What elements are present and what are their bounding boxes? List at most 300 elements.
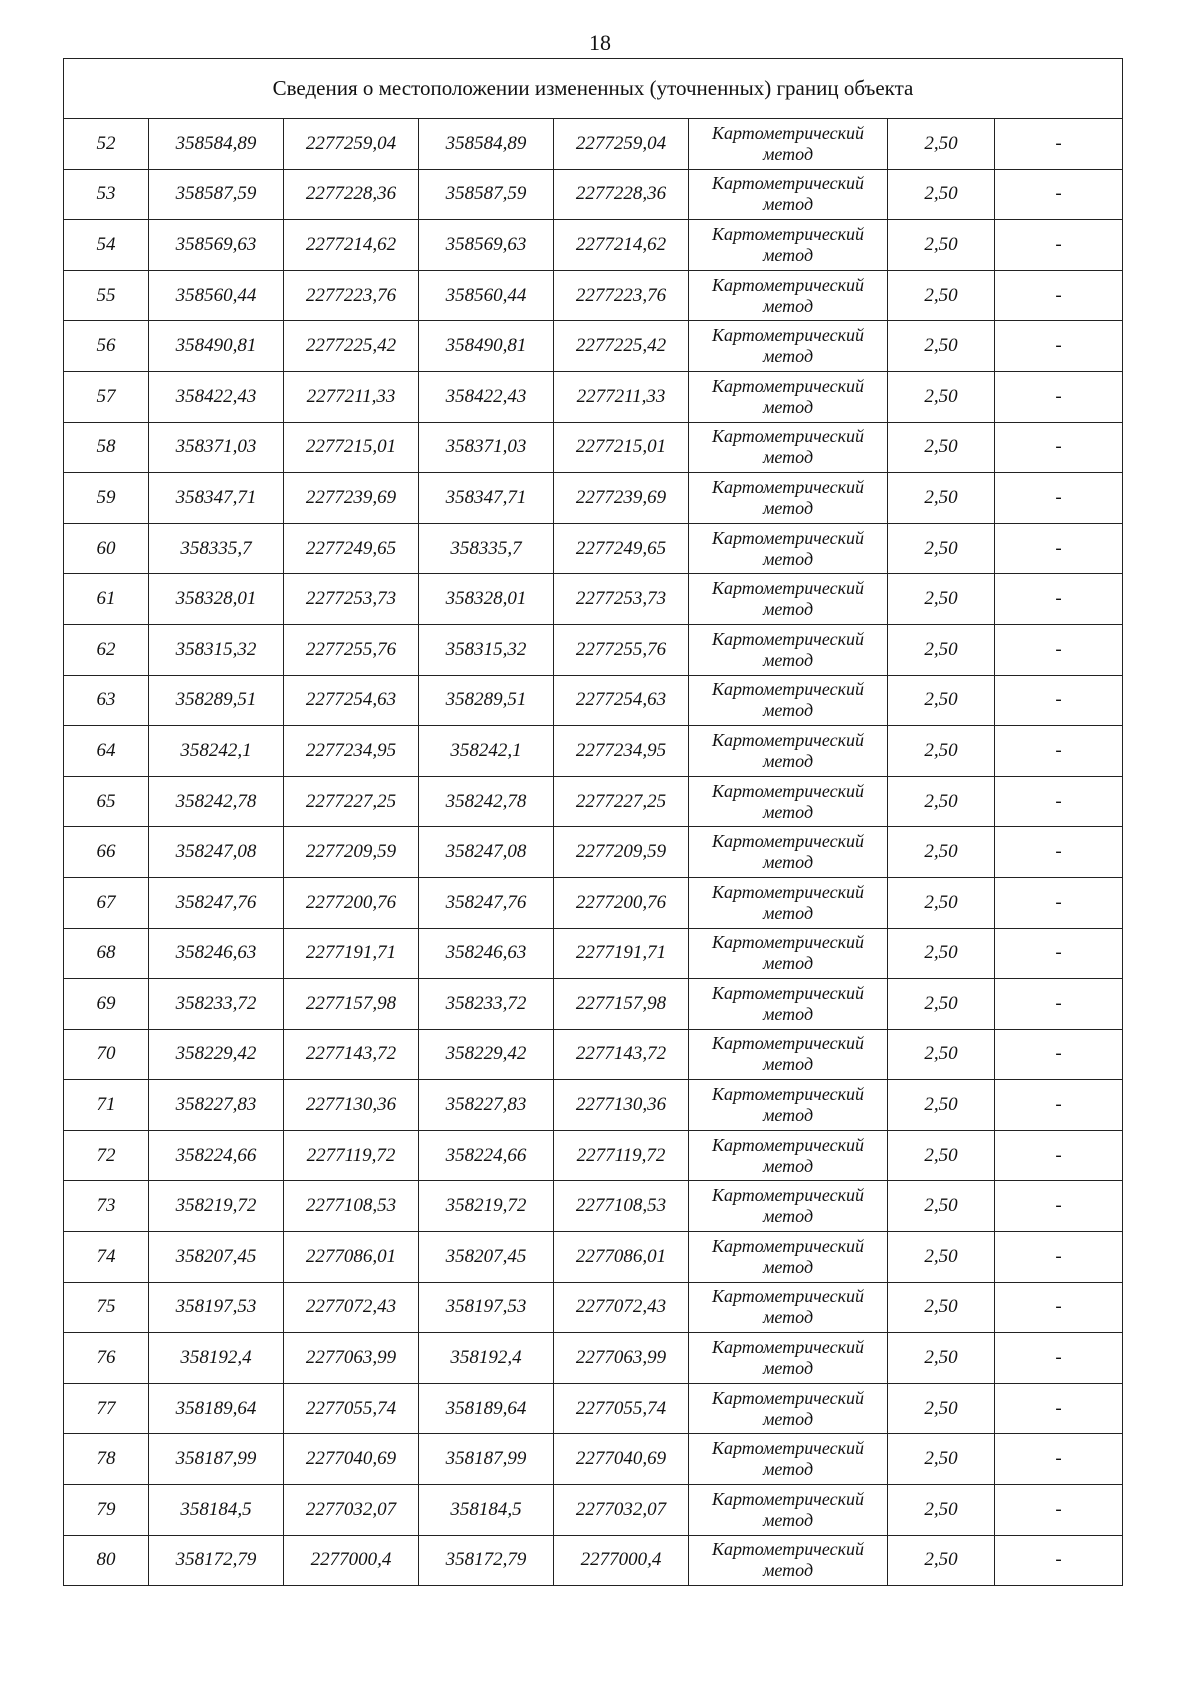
table-row [64,574,1123,625]
point-number-cell: 69 [64,979,149,1030]
note-cell: - [995,422,1123,473]
existing-x-cell: 358328,01 [149,574,284,625]
refined-x-cell: 358227,83 [419,1080,554,1131]
page-number: 18 [589,30,611,55]
note-cell: - [995,979,1123,1030]
method-line-2: метод [762,396,814,417]
existing-y-cell: 2277227,25 [284,776,419,827]
point-number-cell: 67 [64,877,149,928]
method-line-2: метод [762,295,814,316]
method-line-2: метод [762,1054,814,1075]
refined-y-cell: 2277063,99 [554,1333,689,1384]
point-number-cell: 76 [64,1333,149,1384]
note-cell: - [995,270,1123,321]
method-line-2: метод [762,700,814,721]
method-cell [689,1282,888,1333]
refined-y-cell: 2277191,71 [554,928,689,979]
point-number-cell: 66 [64,827,149,878]
existing-y-cell: 2277130,36 [284,1080,419,1131]
method-line-2: метод [762,1105,814,1126]
refined-y-cell: 2277000,4 [554,1535,689,1586]
table-row [64,624,1123,675]
existing-x-cell: 358587,59 [149,169,284,220]
existing-y-cell: 2277000,4 [284,1535,419,1586]
refined-x-cell: 358197,53 [419,1282,554,1333]
method-cell [689,321,888,372]
refined-y-cell: 2277223,76 [554,270,689,321]
refined-x-cell: 358490,81 [419,321,554,372]
existing-x-cell: 358172,79 [149,1535,284,1586]
table-row [64,169,1123,220]
point-number-cell: 60 [64,523,149,574]
note-cell: - [995,1535,1123,1586]
method-cell [689,1130,888,1181]
method-line-1: Картометрический [711,274,864,295]
note-cell: - [995,827,1123,878]
table-row [64,675,1123,726]
point-number-cell: 65 [64,776,149,827]
point-number-cell: 71 [64,1080,149,1131]
table-row [64,776,1123,827]
note-cell: - [995,877,1123,928]
existing-x-cell: 358242,78 [149,776,284,827]
method-cell [689,624,888,675]
existing-x-cell: 358569,63 [149,220,284,271]
accuracy-cell: 2,50 [888,776,995,827]
method-line-2: метод [762,599,814,620]
refined-y-cell: 2277143,72 [554,1029,689,1080]
method-line-1: Картометрический [711,1235,864,1256]
method-line-1: Картометрический [711,122,864,143]
note-cell: - [995,473,1123,524]
table-row [64,473,1123,524]
method-line-2: метод [762,244,814,265]
method-cell [689,1029,888,1080]
accuracy-cell: 2,50 [888,1383,995,1434]
method-line-1: Картометрический [711,1387,864,1408]
method-line-2: метод [762,902,814,923]
existing-y-cell: 2277200,76 [284,877,419,928]
refined-x-cell: 358189,64 [419,1383,554,1434]
method-line-1: Картометрический [711,1286,864,1307]
accuracy-cell: 2,50 [888,979,995,1030]
method-cell [689,1535,888,1586]
refined-x-cell: 358192,4 [419,1333,554,1384]
refined-y-cell: 2277253,73 [554,574,689,625]
refined-y-cell: 2277055,74 [554,1383,689,1434]
point-number-cell: 57 [64,371,149,422]
note-cell: - [995,1029,1123,1080]
existing-x-cell: 358490,81 [149,321,284,372]
refined-x-cell: 358289,51 [419,675,554,726]
accuracy-cell: 2,50 [888,726,995,777]
method-cell [689,270,888,321]
refined-y-cell: 2277239,69 [554,473,689,524]
existing-x-cell: 358229,42 [149,1029,284,1080]
existing-y-cell: 2277108,53 [284,1181,419,1232]
existing-y-cell: 2277234,95 [284,726,419,777]
method-line-1: Картометрический [711,223,864,244]
accuracy-cell: 2,50 [888,1535,995,1586]
method-cell [689,169,888,220]
table-title-row [64,59,1123,119]
accuracy-cell: 2,50 [888,371,995,422]
table-row [64,371,1123,422]
existing-x-cell: 358192,4 [149,1333,284,1384]
accuracy-cell: 2,50 [888,574,995,625]
method-line-2: метод [762,1307,814,1328]
refined-y-cell: 2277249,65 [554,523,689,574]
existing-y-cell: 2277119,72 [284,1130,419,1181]
point-number-cell: 63 [64,675,149,726]
refined-y-cell: 2277157,98 [554,979,689,1030]
accuracy-cell: 2,50 [888,1333,995,1384]
note-cell: - [995,675,1123,726]
method-line-1: Картометрический [711,1438,864,1459]
method-cell [689,1434,888,1485]
method-line-2: метод [762,194,814,215]
table-row [64,979,1123,1030]
point-number-cell: 59 [64,473,149,524]
existing-x-cell: 358184,5 [149,1485,284,1536]
table-row [64,220,1123,271]
note-cell: - [995,1080,1123,1131]
existing-y-cell: 2277215,01 [284,422,419,473]
method-line-1: Картометрический [711,982,864,1003]
existing-y-cell: 2277055,74 [284,1383,419,1434]
accuracy-cell: 2,50 [888,270,995,321]
note-cell: - [995,321,1123,372]
table-row [64,1130,1123,1181]
method-line-2: метод [762,497,814,518]
refined-x-cell: 358229,42 [419,1029,554,1080]
existing-y-cell: 2277254,63 [284,675,419,726]
refined-y-cell: 2277225,42 [554,321,689,372]
table-row [64,726,1123,777]
refined-x-cell: 358242,1 [419,726,554,777]
existing-y-cell: 2277259,04 [284,119,419,170]
table-title: Сведения о местоположении измененных (уточненных) границ объекта [64,59,1123,119]
point-number-cell: 58 [64,422,149,473]
refined-y-cell: 2277130,36 [554,1080,689,1131]
accuracy-cell: 2,50 [888,169,995,220]
method-line-1: Картометрический [711,426,864,447]
method-line-1: Картометрический [711,932,864,953]
table-row [64,119,1123,170]
method-cell [689,220,888,271]
accuracy-cell: 2,50 [888,1282,995,1333]
method-line-1: Картометрический [711,881,864,902]
method-line-2: метод [762,447,814,468]
point-number-cell: 55 [64,270,149,321]
method-cell [689,523,888,574]
existing-x-cell: 358224,66 [149,1130,284,1181]
note-cell: - [995,523,1123,574]
point-number-cell: 79 [64,1485,149,1536]
existing-x-cell: 358560,44 [149,270,284,321]
accuracy-cell: 2,50 [888,877,995,928]
refined-y-cell: 2277234,95 [554,726,689,777]
refined-x-cell: 358315,32 [419,624,554,675]
accuracy-cell: 2,50 [888,1130,995,1181]
note-cell: - [995,1333,1123,1384]
method-cell [689,776,888,827]
method-line-1: Картометрический [711,628,864,649]
existing-y-cell: 2277143,72 [284,1029,419,1080]
method-line-1: Картометрический [711,780,864,801]
accuracy-cell: 2,50 [888,473,995,524]
method-cell [689,473,888,524]
method-cell [689,1383,888,1434]
existing-y-cell: 2277157,98 [284,979,419,1030]
method-line-1: Картометрический [711,1084,864,1105]
table-row [64,1181,1123,1232]
point-number-cell: 62 [64,624,149,675]
accuracy-cell: 2,50 [888,1434,995,1485]
existing-x-cell: 358189,64 [149,1383,284,1434]
existing-y-cell: 2277255,76 [284,624,419,675]
point-number-cell: 52 [64,119,149,170]
existing-y-cell: 2277086,01 [284,1232,419,1283]
method-line-2: метод [762,750,814,771]
method-line-2: метод [762,1408,814,1429]
existing-y-cell: 2277191,71 [284,928,419,979]
refined-y-cell: 2277214,62 [554,220,689,271]
existing-y-cell: 2277249,65 [284,523,419,574]
refined-y-cell: 2277086,01 [554,1232,689,1283]
method-line-1: Картометрический [711,1134,864,1155]
existing-x-cell: 358247,76 [149,877,284,928]
table-row [64,321,1123,372]
note-cell: - [995,574,1123,625]
note-cell: - [995,776,1123,827]
point-number-cell: 68 [64,928,149,979]
note-cell: - [995,220,1123,271]
existing-y-cell: 2277223,76 [284,270,419,321]
existing-x-cell: 358371,03 [149,422,284,473]
existing-x-cell: 358207,45 [149,1232,284,1283]
refined-y-cell: 2277211,33 [554,371,689,422]
note-cell: - [995,1434,1123,1485]
accuracy-cell: 2,50 [888,220,995,271]
refined-y-cell: 2277119,72 [554,1130,689,1181]
method-line-1: Картометрический [711,325,864,346]
point-number-cell: 54 [64,220,149,271]
note-cell: - [995,1383,1123,1434]
method-line-1: Картометрический [711,1539,864,1560]
method-line-2: метод [762,1459,814,1480]
existing-x-cell: 358335,7 [149,523,284,574]
table-row [64,928,1123,979]
method-line-1: Картометрический [711,1337,864,1358]
existing-y-cell: 2277032,07 [284,1485,419,1536]
refined-y-cell: 2277215,01 [554,422,689,473]
method-line-2: метод [762,649,814,670]
method-line-2: метод [762,801,814,822]
note-cell: - [995,1130,1123,1181]
method-cell [689,877,888,928]
point-number-cell: 72 [64,1130,149,1181]
accuracy-cell: 2,50 [888,1232,995,1283]
existing-x-cell: 358347,71 [149,473,284,524]
note-cell: - [995,119,1123,170]
method-line-1: Картометрический [711,1488,864,1509]
accuracy-cell: 2,50 [888,523,995,574]
table-row [64,1383,1123,1434]
method-line-1: Картометрический [711,375,864,396]
accuracy-cell: 2,50 [888,1485,995,1536]
point-number-cell: 77 [64,1383,149,1434]
method-line-1: Картометрический [711,729,864,750]
table-row [64,1232,1123,1283]
accuracy-cell: 2,50 [888,1029,995,1080]
refined-x-cell: 358328,01 [419,574,554,625]
refined-x-cell: 358172,79 [419,1535,554,1586]
existing-y-cell: 2277253,73 [284,574,419,625]
note-cell: - [995,1232,1123,1283]
point-number-cell: 74 [64,1232,149,1283]
existing-x-cell: 358233,72 [149,979,284,1030]
table-row [64,523,1123,574]
existing-x-cell: 358187,99 [149,1434,284,1485]
existing-x-cell: 358315,32 [149,624,284,675]
table-row [64,422,1123,473]
refined-x-cell: 358560,44 [419,270,554,321]
boundary-coordinates-table [63,58,1123,1586]
refined-x-cell: 358233,72 [419,979,554,1030]
note-cell: - [995,169,1123,220]
accuracy-cell: 2,50 [888,1181,995,1232]
method-line-2: метод [762,1003,814,1024]
existing-x-cell: 358197,53 [149,1282,284,1333]
method-line-1: Картометрический [711,1033,864,1054]
method-line-2: метод [762,953,814,974]
point-number-cell: 75 [64,1282,149,1333]
note-cell: - [995,928,1123,979]
point-number-cell: 70 [64,1029,149,1080]
method-line-2: метод [762,548,814,569]
method-line-2: метод [762,346,814,367]
refined-x-cell: 358246,63 [419,928,554,979]
note-cell: - [995,624,1123,675]
table-row [64,827,1123,878]
method-cell [689,675,888,726]
method-cell [689,827,888,878]
refined-x-cell: 358224,66 [419,1130,554,1181]
method-line-1: Картометрический [711,578,864,599]
refined-x-cell: 358247,08 [419,827,554,878]
refined-x-cell: 358335,7 [419,523,554,574]
existing-y-cell: 2277225,42 [284,321,419,372]
refined-y-cell: 2277209,59 [554,827,689,878]
refined-x-cell: 358371,03 [419,422,554,473]
existing-y-cell: 2277040,69 [284,1434,419,1485]
method-line-2: метод [762,1155,814,1176]
refined-y-cell: 2277072,43 [554,1282,689,1333]
refined-x-cell: 358207,45 [419,1232,554,1283]
accuracy-cell: 2,50 [888,928,995,979]
refined-x-cell: 358587,59 [419,169,554,220]
table-row [64,1535,1123,1586]
method-line-1: Картометрический [711,831,864,852]
refined-y-cell: 2277255,76 [554,624,689,675]
method-line-1: Картометрический [711,173,864,194]
existing-x-cell: 358246,63 [149,928,284,979]
accuracy-cell: 2,50 [888,827,995,878]
point-number-cell: 80 [64,1535,149,1586]
note-cell: - [995,371,1123,422]
existing-y-cell: 2277239,69 [284,473,419,524]
method-line-2: метод [762,1256,814,1277]
point-number-cell: 78 [64,1434,149,1485]
accuracy-cell: 2,50 [888,1080,995,1131]
existing-y-cell: 2277228,36 [284,169,419,220]
accuracy-cell: 2,50 [888,321,995,372]
method-line-2: метод [762,1206,814,1227]
existing-x-cell: 358219,72 [149,1181,284,1232]
method-line-1: Картометрический [711,1185,864,1206]
table-row [64,1282,1123,1333]
point-number-cell: 64 [64,726,149,777]
note-cell: - [995,1181,1123,1232]
method-cell [689,422,888,473]
method-cell [689,1080,888,1131]
method-line-2: метод [762,1509,814,1530]
refined-x-cell: 358347,71 [419,473,554,524]
existing-x-cell: 358289,51 [149,675,284,726]
accuracy-cell: 2,50 [888,624,995,675]
method-cell [689,574,888,625]
refined-x-cell: 358422,43 [419,371,554,422]
refined-y-cell: 2277254,63 [554,675,689,726]
refined-y-cell: 2277108,53 [554,1181,689,1232]
refined-x-cell: 358187,99 [419,1434,554,1485]
refined-y-cell: 2277228,36 [554,169,689,220]
method-line-1: Картометрический [711,476,864,497]
table-row [64,1485,1123,1536]
refined-y-cell: 2277227,25 [554,776,689,827]
refined-x-cell: 358184,5 [419,1485,554,1536]
refined-y-cell: 2277032,07 [554,1485,689,1536]
existing-x-cell: 358247,08 [149,827,284,878]
method-line-2: метод [762,1560,814,1581]
note-cell: - [995,1282,1123,1333]
point-number-cell: 73 [64,1181,149,1232]
method-cell [689,1232,888,1283]
accuracy-cell: 2,50 [888,119,995,170]
method-cell [689,928,888,979]
method-line-1: Картометрический [711,679,864,700]
existing-x-cell: 358422,43 [149,371,284,422]
table-body [64,59,1123,1586]
existing-y-cell: 2277063,99 [284,1333,419,1384]
method-line-2: метод [762,852,814,873]
existing-x-cell: 358227,83 [149,1080,284,1131]
method-cell [689,1181,888,1232]
method-cell [689,1333,888,1384]
existing-y-cell: 2277072,43 [284,1282,419,1333]
method-line-2: метод [762,143,814,164]
refined-y-cell: 2277200,76 [554,877,689,928]
method-line-2: метод [762,1358,814,1379]
table-row [64,1434,1123,1485]
note-cell: - [995,1485,1123,1536]
refined-x-cell: 358569,63 [419,220,554,271]
existing-y-cell: 2277211,33 [284,371,419,422]
refined-y-cell: 2277040,69 [554,1434,689,1485]
accuracy-cell: 2,50 [888,675,995,726]
refined-x-cell: 358584,89 [419,119,554,170]
